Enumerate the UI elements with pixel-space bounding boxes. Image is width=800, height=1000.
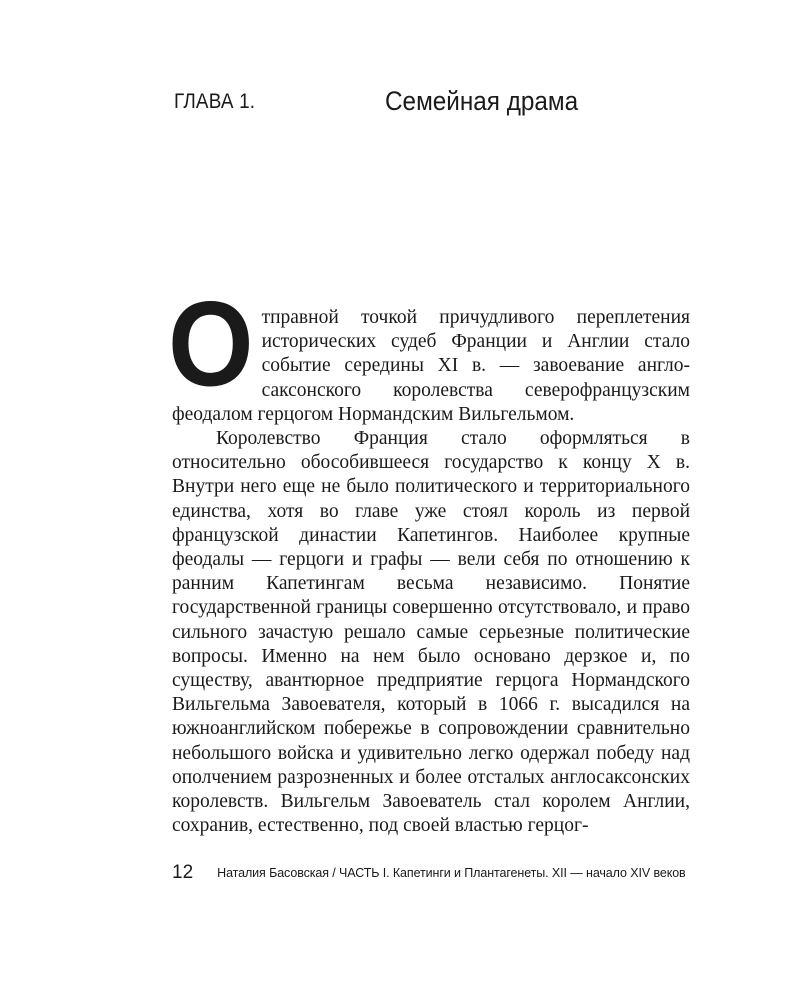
body-text <box>168 276 690 838</box>
paragraph-1-text: тправной точкой причудливого переплетения исторических судеб Франции и Англии стало событие середины XI в. — завоевание англо-саксонского королевства северофранцузским феодалом герцогом Нормандским Вильгельмом. <box>172 307 690 425</box>
page-footer <box>172 862 686 884</box>
running-head: Наталия Басовская / ЧАСТЬ I. Капетинги и Плантагенеты. XII — начало XIV веков <box>217 866 686 880</box>
drop-cap: О <box>168 276 254 413</box>
chapter-title: Семейная драма <box>385 86 579 116</box>
chapter-label: ГЛАВА 1. <box>174 90 256 113</box>
paragraph-2: Королевство Франция стало оформляться в относительно обособившееся государство к концу X в. Внутри него еще не было политического и территориального единства, хотя во главе уже стоял король из первой французской династии Капетингов. Наиболее крупные феодалы — герцоги и графы — вели себя по отношению к ранним Капетингам весьма независимо. Понятие государственной границы совершенно отсутствовало, и право сильного зачастую решало самые серьезные политические вопросы. Именно на нем было основано дерзкое и, по существу, авантюрное предприятие герцога Нормандского Вильгельма Завоевателя, который в 1066 г. высадился на южноанглийском побережье в сопровождении сравнительно небольшого войска и удивительно легко одержал победу над ополчением разрозненных и более отсталых англосаксонских королевств. Вильгельм Завоеватель стал королем Англии, сохранив, естественно, под своей властью герцог- <box>172 428 690 837</box>
paragraph-1 <box>168 276 690 427</box>
page-number: 12 <box>172 862 194 883</box>
